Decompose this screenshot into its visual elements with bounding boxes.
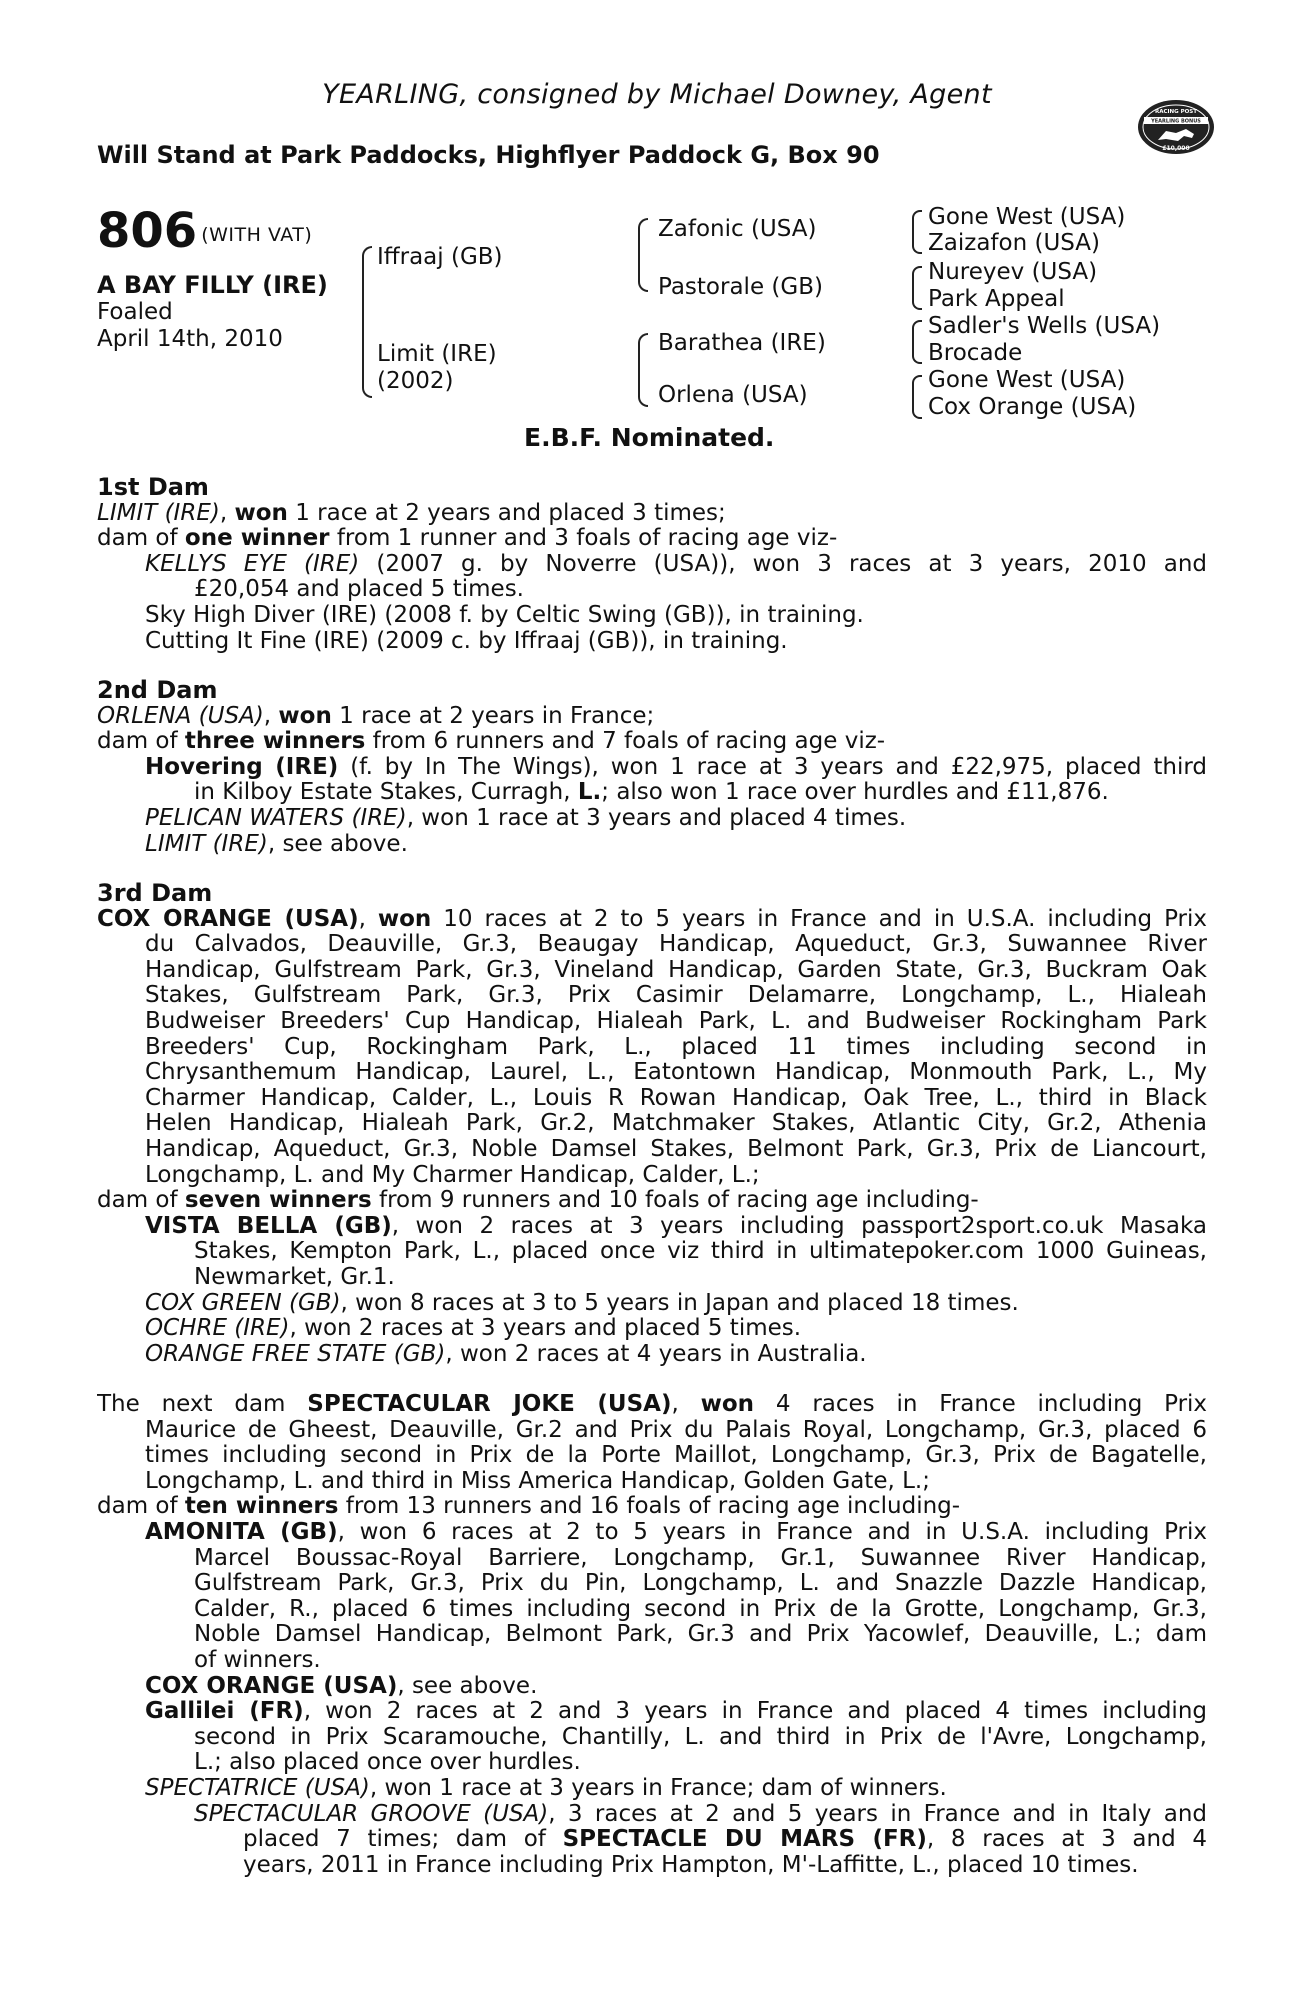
second-dam-offspring-3: [97, 832, 1207, 858]
third-dam-line1: COX ORANGE (USA), won 10 races at 2 to 5 years in France and in U.S.A. including Prix: [97, 906, 1207, 932]
first-dam-line1: LIMIT (IRE), won 1 race at 2 years and placed 3 times;: [97, 499, 726, 526]
next-dam-offspring-gallilei: [97, 1699, 1207, 1725]
text-fragment: , see above.: [267, 830, 408, 857]
offspring-name: COX ORANGE (USA): [145, 1672, 398, 1699]
text-fragment: in Kilboy Estate Stakes, Curragh,: [194, 779, 571, 806]
text-fragment: , won 2 races at 3 years including passport2sport.co.uk Masaka: [391, 1213, 1207, 1239]
text-fragment: , won 6 races at 2 to 5 years in France and in U.S.A. including Prix: [337, 1519, 1207, 1545]
stand-location: Will Stand at Park Paddocks, Highflyer Paddock G, Box 90: [97, 141, 880, 169]
pedigree-dam-sire: Barathea (IRE): [658, 330, 826, 356]
amonita-record-line: Gulfstream Park, Gr.3, Prix du Pin, Longchamp, L. and Snazzle Dazzle Handicap,: [194, 1571, 1207, 1597]
pedigree-sire: Iffraaj (GB): [377, 244, 503, 270]
gallilei-record-line: second in Prix Scaramouche, Chantilly, L. and third in Prix de l'Avre, Longchamp,: [194, 1724, 1207, 1750]
offspring-name: OCHRE (IRE): [145, 1315, 290, 1342]
pedigree-brace-dam: [638, 333, 648, 407]
text-fragment: 4 races in France including Prix: [775, 1392, 1207, 1417]
pedigree-g4: Park Appeal: [928, 286, 1065, 312]
third-dam-record-line: Charmer Handicap, Calder, L., Louis R Rowan Handicap, Oak Tree, L., third in Black: [145, 1085, 1207, 1111]
first-dam-offspring-1-cont: £20,054 and placed 5 times.: [194, 576, 524, 603]
next-dam-section: [97, 1392, 1207, 1878]
text-fragment: dam of: [97, 525, 178, 552]
pedigree-brace-g1: [912, 210, 922, 254]
third-dam-record-line: du Calvados, Deauville, Gr.3, Beaugay Handicap, Aqueduct, Gr.3, Suwannee River: [145, 932, 1207, 958]
text-fragment: from 1 runner and 3 foals of racing age viz-: [336, 525, 838, 552]
second-dam-line1: ORLENA (USA), won 1 race at 2 years in France;: [97, 702, 655, 729]
offspring-name: Gallilei (FR): [145, 1699, 304, 1725]
page-title: YEARLING, consigned by Michael Downey, Agent: [322, 79, 992, 110]
winners-count: one winner: [184, 525, 330, 552]
second-dam-record: 1 race at 2 years in France;: [339, 702, 655, 729]
next-dam-record-line: Maurice de Gheest, Deauville, Gr.2 and Prix du Palais Royal, Longchamp, Gr.3, placed 6: [145, 1417, 1207, 1443]
offspring-name: ORANGE FREE STATE (GB): [145, 1340, 446, 1367]
next-dam-offspring-spectatrice: [97, 1776, 1207, 1802]
pedigree-g5: Sadler's Wells (USA): [928, 313, 1161, 339]
yearling-bonus-badge-icon: [1136, 98, 1216, 156]
third-dam-offspring-3: [97, 1316, 1207, 1342]
amonita-record-line: Noble Damsel Handicap, Belmont Park, Gr.3 and Prix Yacowlef, Deauville, L.; dam: [194, 1622, 1207, 1648]
third-dam-record-line: Breeders' Cup, Rockingham Park, L., placed 11 times including second in: [145, 1034, 1207, 1060]
pedigree-dam-dam: Orlena (USA): [658, 382, 808, 408]
next-dam-offspring-cox-orange: [97, 1674, 1207, 1700]
offspring-name: VISTA BELLA (GB): [145, 1213, 392, 1239]
amonita-record-line: Calder, R., placed 6 times including second in Prix de la Grotte, Longchamp, Gr.3,: [194, 1596, 1207, 1622]
third-dam-record-line: Handicap, Gulfstream Park, Gr.3, Vineland Handicap, Garden State, Gr.3, Buckram Oak: [145, 957, 1207, 983]
first-dam-offspring-1: [97, 552, 1207, 578]
winners-count: three winners: [184, 728, 366, 755]
first-dam-record: 1 race at 2 years and placed 3 times;: [295, 499, 726, 526]
pedigree-brace-g4: [912, 375, 922, 419]
race-grade: L.: [577, 779, 602, 806]
amonita-record-line: Marcel Boussac-Royal Barriere, Longchamp, Gr.1, Suwannee River Handicap,: [194, 1545, 1207, 1571]
text-fragment: , won 2 races at 2 and 3 years in France and placed 4 times including: [303, 1699, 1207, 1725]
text-fragment: , won 2 races at 4 years in Australia.: [445, 1340, 867, 1367]
text-fragment: ; also won 1 race over hurdles and £11,876.: [601, 779, 1109, 806]
gallilei-record-line: L.; also placed once over hurdles.: [194, 1749, 581, 1776]
text-fragment: placed 7 times; dam of: [243, 1827, 546, 1853]
offspring-name: LIMIT (IRE): [145, 830, 268, 857]
badge-mid-text: YEARLING BONUS: [1151, 118, 1201, 125]
text-fragment: , see above.: [397, 1672, 538, 1699]
pedigree-g1: Gone West (USA): [928, 204, 1126, 230]
first-dam-heading: 1st Dam: [97, 473, 209, 501]
lot-heading: [97, 203, 313, 259]
pedigree-g6: Brocade: [928, 340, 1023, 366]
second-dam-line2: [97, 729, 1207, 755]
badge-top-text: RACING POST: [1154, 109, 1198, 115]
third-dam-section: [97, 881, 1207, 1367]
pedigree-brace-g3: [912, 320, 922, 364]
first-dam-line2: [97, 526, 1207, 552]
pedigree-brace-main: [362, 246, 372, 398]
text-fragment: , won 1 race at 3 years and placed 4 times.: [406, 804, 907, 831]
pedigree-g8: Cox Orange (USA): [928, 394, 1137, 420]
next-dam-record-line: times including second in Prix de la Porte Maillot, Longchamp, Gr.3, Prix de Bagatelle,: [145, 1443, 1207, 1469]
third-dam-offspring-4: [97, 1342, 1207, 1368]
text-fragment: , 3 races at 2 and 5 years in France and in Italy and: [548, 1801, 1207, 1827]
offspring-name: KELLYS EYE (IRE): [145, 551, 360, 577]
text-fragment: from 9 runners and 10 foals of racing age including-: [379, 1187, 979, 1214]
third-dam-record-line: Handicap, Aqueduct, Gr.3, Noble Damsel Stakes, Belmont Park, Gr.3, Prix de Liancourt,: [145, 1136, 1207, 1162]
lot-number: 806: [97, 203, 198, 259]
second-dam-offspring-2: [97, 806, 1207, 832]
third-dam-name: COX ORANGE (USA): [97, 906, 359, 932]
third-dam-heading: 3rd Dam: [97, 879, 213, 907]
text-fragment: 10 races at 2 to 5 years in France and in U.S.A. including Prix: [443, 906, 1207, 932]
second-dam-heading: 2nd Dam: [97, 676, 218, 704]
third-dam-record-line: Helen Handicap, Hialeah Park, Gr.2, Matchmaker Stakes, Atlantic City, Gr.2, Athenia: [145, 1111, 1207, 1137]
text-fragment: dam of: [97, 1493, 178, 1520]
pedigree-g7: Gone West (USA): [928, 367, 1126, 393]
second-dam-offspring-1-cont: [97, 780, 1207, 806]
pedigree-dam: Limit (IRE): [377, 341, 497, 367]
third-dam-record-line: Chrysanthemum Handicap, Laurel, L., Eatontown Handicap, Monmouth Park, L., My: [145, 1060, 1207, 1086]
offspring-name: SPECTACLE DU MARS (FR): [562, 1827, 927, 1853]
pedigree-g2: Zaizafon (USA): [928, 230, 1101, 256]
pedigree-brace-sire: [638, 218, 648, 292]
first-dam-offspring-3: Cutting It Fine (IRE) (2009 c. by Iffraaj (GB)), in training.: [145, 627, 788, 654]
next-dam-record-line: Longchamp, L. and third in Miss America Handicap, Golden Gate, L.;: [145, 1467, 930, 1494]
third-dam-record-line: Budweiser Breeders' Cup Handicap, Hialeah Park, L. and Budweiser Rockingham Park: [145, 1008, 1207, 1034]
badge-bottom-text: £10,000: [1162, 145, 1190, 152]
offspring-name: COX GREEN (GB): [145, 1289, 341, 1316]
pedigree-g3: Nureyev (USA): [928, 259, 1098, 285]
lot-vat: (WITH VAT): [201, 224, 313, 246]
offspring-name: SPECTATRICE (USA): [145, 1774, 370, 1801]
pedigree-brace-g2: [912, 266, 922, 310]
winners-count: ten winners: [184, 1493, 339, 1520]
spectacular-groove-record-line: years, 2011 in France including Prix Hampton, M'-Laffitte, L., placed 10 times.: [243, 1851, 1139, 1878]
offspring-name: AMONITA (GB): [145, 1519, 338, 1545]
pedigree-sire-sire: Zafonic (USA): [658, 216, 817, 242]
ebf-nomination: E.B.F. Nominated.: [524, 423, 775, 452]
second-dam-name: ORLENA (USA): [97, 702, 264, 729]
text-fragment: (f. by In The Wings), won 1 race at 3 years and £22,975, placed third: [350, 754, 1207, 780]
offspring-name: PELICAN WATERS (IRE): [145, 804, 407, 831]
third-dam-offspring-1-cont: Newmarket, Gr.1.: [194, 1263, 395, 1290]
text-fragment: , won 8 races at 3 to 5 years in Japan and placed 18 times.: [340, 1289, 1019, 1316]
text-fragment: dam of: [97, 728, 178, 755]
won-label: won: [278, 702, 332, 729]
text-fragment: (2007 g. by Noverre (USA)), won 3 races at 3 years, 2010 and: [376, 551, 1207, 577]
won-label: won: [700, 1392, 755, 1417]
foaled-date: April 14th, 2010: [97, 326, 283, 352]
third-dam-produce-line: [97, 1188, 1207, 1214]
next-dam-produce-line: [97, 1494, 1207, 1520]
text-fragment: The next dam: [97, 1392, 286, 1417]
amonita-record-line: of winners.: [194, 1646, 321, 1673]
next-dam-offspring-amonita: [97, 1520, 1207, 1546]
third-dam-record-line: Stakes, Gulfstream Park, Gr.3, Prix Casimir Delamarre, Longchamp, L., Hialeah: [145, 983, 1207, 1009]
spectatrice-offspring: [97, 1802, 1207, 1828]
third-dam-offspring-2: [97, 1291, 1207, 1317]
text-fragment: dam of: [97, 1187, 178, 1214]
won-label: won: [234, 499, 288, 526]
text-fragment: from 13 runners and 16 foals of racing age including-: [345, 1493, 961, 1520]
third-dam-record-line: Longchamp, L. and My Charmer Handicap, Calder, L.;: [145, 1161, 760, 1188]
text-fragment: , won 1 race at 3 years in France; dam of winners.: [369, 1774, 947, 1801]
pedigree-sire-dam: Pastorale (GB): [658, 274, 823, 300]
text-fragment: from 6 runners and 7 foals of racing age viz-: [372, 728, 886, 755]
third-dam-offspring-1: [97, 1214, 1207, 1240]
offspring-name: Hovering (IRE): [145, 754, 339, 780]
second-dam-section: [97, 678, 1207, 857]
next-dam-line1: The next dam SPECTACULAR JOKE (USA), won 4 races in France including Prix: [97, 1392, 1207, 1417]
horse-name: A BAY FILLY (IRE): [97, 271, 328, 299]
pedigree-dam-year: (2002): [377, 368, 454, 394]
foaled-label: Foaled: [97, 299, 173, 325]
text-fragment: , won 2 races at 3 years and placed 5 times.: [289, 1315, 802, 1342]
first-dam-offspring-2: Sky High Diver (IRE) (2008 f. by Celtic Swing (GB)), in training.: [145, 601, 864, 628]
winners-count: seven winners: [184, 1187, 372, 1214]
next-dam-name: SPECTACULAR JOKE (USA): [307, 1392, 672, 1417]
first-dam-name: LIMIT (IRE): [97, 499, 220, 526]
spectacular-groove-record-line: [97, 1827, 1207, 1853]
offspring-name: SPECTACULAR GROOVE (USA): [194, 1801, 549, 1827]
second-dam-offspring-1: [97, 755, 1207, 781]
third-dam-offspring-1-cont: Stakes, Kempton Park, L., placed once viz third in ultimatepoker.com 1000 Guineas,: [194, 1239, 1207, 1265]
text-fragment: , 8 races at 3 and 4: [926, 1827, 1207, 1853]
first-dam-section: [97, 475, 1207, 654]
won-label: won: [377, 906, 432, 932]
